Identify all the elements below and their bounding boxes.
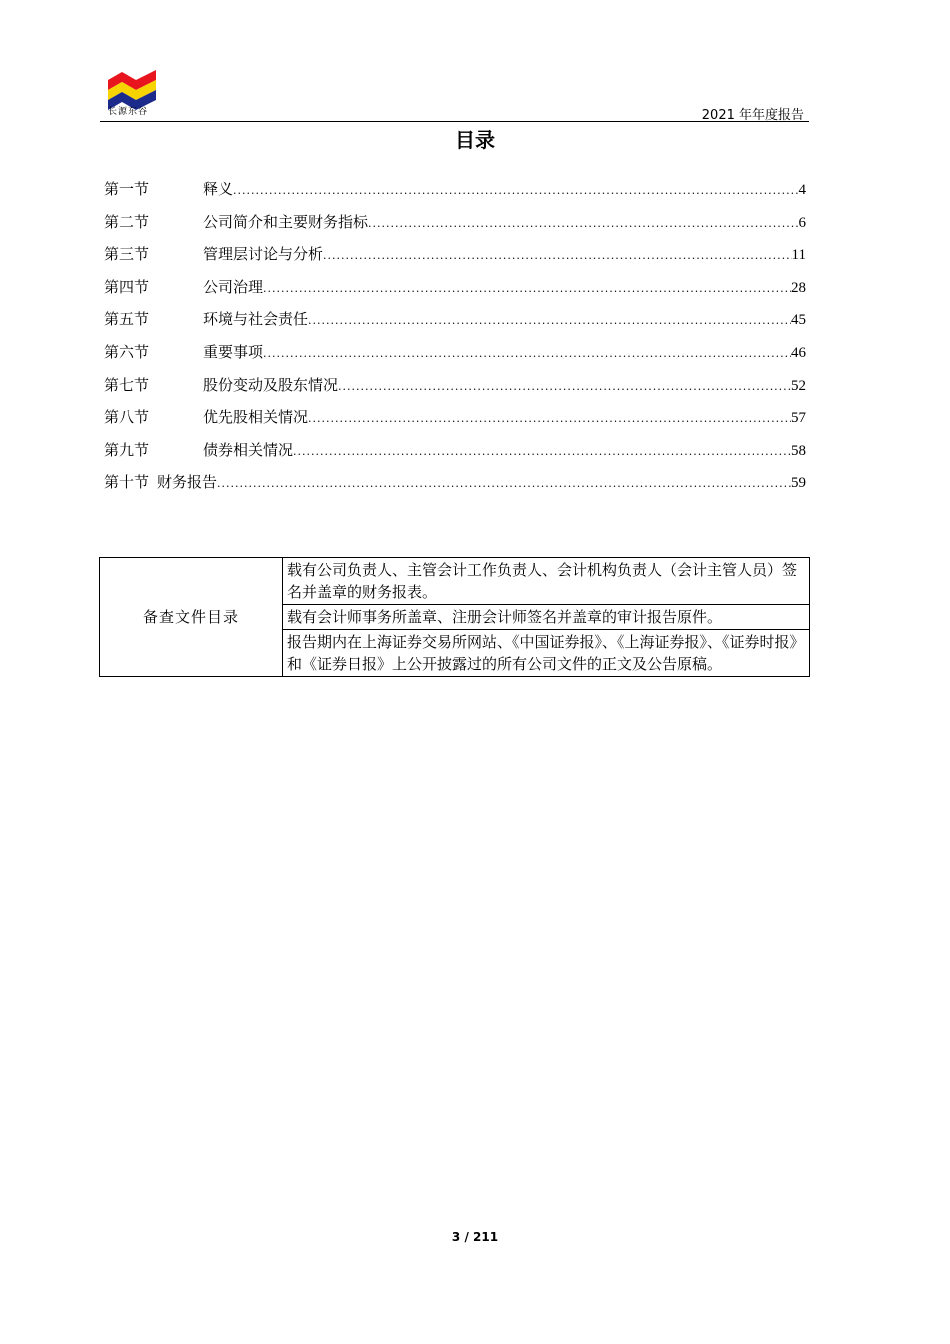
toc-section-title: 优先股相关情况: [203, 408, 309, 427]
toc-section-number: 第四节: [104, 277, 150, 296]
toc-leader-dots: [263, 347, 791, 360]
toc-section-title: 公司简介和主要财务指标: [203, 212, 369, 231]
reference-doc-item: 载有公司负责人、主管会计工作负责人、会计机构负责人（会计主管人员）签名并盖章的财务报表。: [283, 558, 810, 605]
toc-entry[interactable]: [104, 308, 806, 341]
toc-section-number: 第五节: [104, 310, 150, 329]
toc-leader-dots: [338, 380, 791, 393]
toc-entry[interactable]: [104, 439, 806, 472]
toc-section-title: 股份变动及股东情况: [203, 375, 339, 394]
toc-entry[interactable]: [104, 276, 806, 309]
toc-entry[interactable]: [104, 406, 806, 439]
toc-section-title: 公司治理: [203, 277, 264, 296]
page-title: 目录: [455, 128, 495, 152]
toc-page-number: 6: [798, 214, 806, 231]
toc-section-number: 第二节: [104, 212, 150, 231]
reference-doc-item: 载有会计师事务所盖章、注册会计师签名并盖章的审计报告原件。: [283, 605, 810, 630]
toc-leader-dots: [368, 217, 798, 230]
reference-documents-table: [99, 557, 810, 677]
toc-leader-dots: [233, 184, 798, 197]
toc-section-title: 环境与社会责任: [203, 310, 309, 329]
toc-section-title: 财务报告: [157, 473, 218, 492]
toc-page-number: 52: [791, 377, 806, 394]
toc-leader-dots: [293, 445, 791, 458]
toc-page-number: 28: [791, 279, 806, 296]
toc-leader-dots: [217, 477, 791, 490]
table-of-contents: [104, 178, 806, 504]
toc-section-number: 第九节: [104, 440, 150, 459]
toc-section-number: 第三节: [104, 245, 150, 264]
toc-section-title: 重要事项: [203, 342, 264, 361]
toc-entry[interactable]: [104, 178, 806, 211]
toc-page-number: 57: [791, 410, 806, 427]
toc-leader-dots: [308, 412, 791, 425]
toc-leader-dots: [308, 314, 791, 327]
toc-section-title: 债券相关情况: [203, 440, 294, 459]
toc-entry[interactable]: [104, 471, 806, 504]
logo-text: 长源东谷: [108, 107, 149, 117]
table-row: [100, 558, 810, 605]
toc-entry[interactable]: [104, 211, 806, 244]
toc-page-number: 59: [791, 475, 806, 492]
toc-entry[interactable]: [104, 374, 806, 407]
reference-docs-label: 备查文件目录: [100, 558, 283, 677]
toc-page-number: 46: [791, 344, 806, 361]
toc-page-number: 11: [791, 247, 806, 264]
toc-leader-dots: [263, 282, 791, 295]
toc-section-number: 第八节: [104, 408, 150, 427]
toc-entry[interactable]: [104, 243, 806, 276]
toc-page-number: 4: [798, 182, 806, 198]
toc-leader-dots: [323, 249, 792, 262]
header-divider: [100, 121, 809, 122]
toc-section-title: 释义: [203, 180, 234, 198]
reference-doc-item: 报告期内在上海证券交易所网站、《中国证券报》、《上海证券报》、《证券时报》和《证券日报》上公开披露过的所有公司文件的正文及公告原稿。: [283, 630, 810, 677]
toc-section-number: 第六节: [104, 342, 150, 361]
toc-section-number: 第十节: [104, 473, 150, 492]
toc-section-title: 管理层讨论与分析: [203, 245, 324, 264]
toc-section-number: 第七节: [104, 375, 150, 394]
toc-entry[interactable]: [104, 341, 806, 374]
toc-page-number: 45: [791, 312, 806, 329]
report-title: 2021 年年度报告: [701, 108, 804, 123]
toc-section-number: 第一节: [104, 180, 150, 198]
page-indicator: 3 / 211: [451, 1230, 499, 1244]
toc-page-number: 58: [791, 442, 806, 459]
